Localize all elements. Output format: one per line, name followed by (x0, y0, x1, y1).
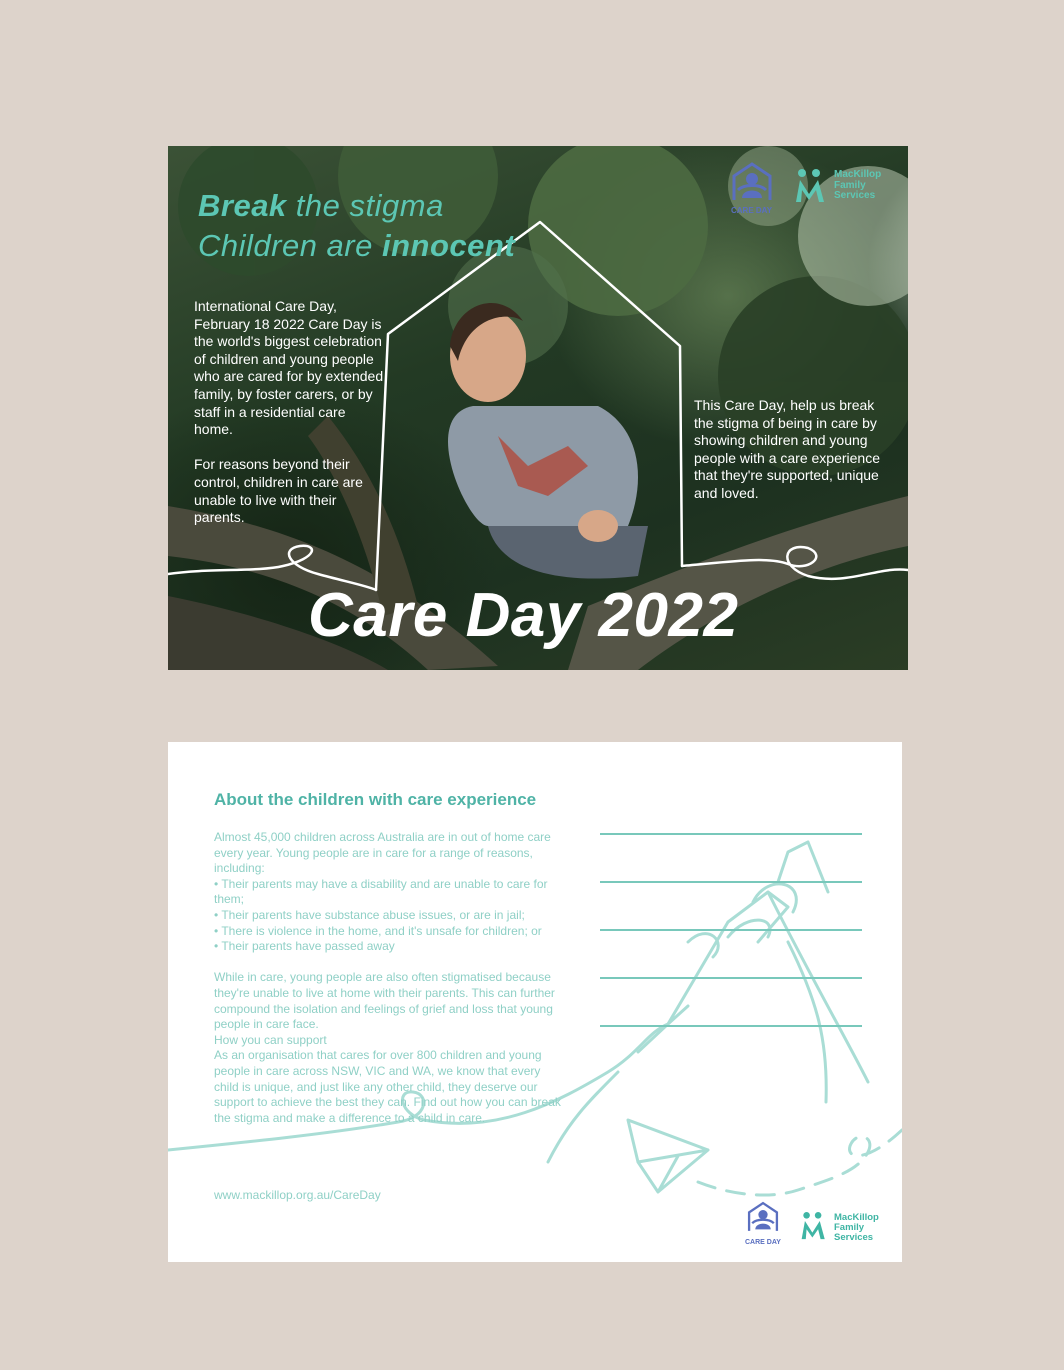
mackillop-logo-icon-back (800, 1210, 828, 1242)
mackillop-logo-text-back (834, 1213, 879, 1243)
mk-line-2: Family (834, 179, 866, 191)
care-day-logo-icon (730, 160, 774, 204)
care-day-logo-label-back: CARE DAY (745, 1239, 781, 1246)
care-day-logo-icon-back (746, 1200, 780, 1234)
postcard-back (168, 742, 902, 1262)
address-line-2 (600, 881, 862, 883)
back-how-heading: How you can support (214, 1032, 327, 1047)
address-line-5 (600, 1025, 862, 1027)
front-left-text (194, 298, 384, 544)
back-para-3: As an organisation that cares for over 800 children and young people in care across NSW, VIC and WA, we know that every child is unique, and just like any other child, they deserve our support to achieve the best they can. Find out how you can break the stigma and make a difference to a child in care. (214, 1048, 561, 1125)
mk-line-1: MacKillop (834, 169, 882, 180)
back-bullet-1: • Their parents may have a disability and are unable to care for them; (214, 876, 548, 907)
front-headline (198, 186, 515, 266)
care-day-logo-label: CARE DAY (731, 206, 773, 215)
front-left-para-1: International Care Day, February 18 2022 Care Day is the world's biggest celebration of children and young people who are cared for by extended family, by foster carers, or by staff in a residential care home. (194, 298, 384, 438)
mk-line-3: Services (834, 190, 876, 201)
back-title: About the children with care experience (214, 790, 537, 809)
back-body-text (214, 830, 564, 1126)
paper-plane (628, 1120, 708, 1192)
hand-crayon (548, 842, 868, 1162)
back-bullet-4: • Their parents have passed away (214, 939, 395, 954)
back-bullet-2: • Their parents have substance abuse issues, or are in jail; (214, 907, 525, 922)
mk-back-line-3: Services (834, 1231, 874, 1243)
back-para-2: While in care, young people are also often stigmatised because they're unable to live at home with their parents. This can further compound the isolation and feelings of grief and loss that young people in care face. (214, 970, 555, 1032)
mk-back-line-1: MacKillop (834, 1212, 879, 1223)
headline-the-stigma: the stigma (286, 188, 444, 223)
headline-line-2 (198, 226, 515, 266)
headline-innocent: innocent (381, 228, 516, 263)
mackillop-logo-text (834, 170, 881, 202)
mk-back-line-2: Family (834, 1221, 865, 1233)
address-line-4 (600, 977, 862, 979)
postcard-front (168, 146, 908, 670)
headline-line-1 (198, 186, 515, 226)
back-bullet-3: • There is violence in the home, and it's unsafe for children; or (214, 923, 542, 938)
front-right-text (694, 397, 884, 520)
front-right-para: This Care Day, help us break the stigma of being in care by showing children and young people with a care experience that they're supported, unique and loved. (694, 397, 881, 501)
plane-trail (698, 1130, 902, 1195)
front-left-para-2: For reasons beyond their control, children in care are unable to live with their parents. (194, 456, 363, 526)
headline-break: Break (198, 188, 287, 223)
mackillop-logo-icon (794, 168, 828, 204)
care-day-2022-title: Care Day 2022 (308, 581, 739, 650)
headline-children-are: Children are (198, 228, 382, 263)
back-url: www.mackillop.org.au/CareDay (214, 1188, 381, 1202)
address-line-3 (600, 929, 862, 931)
back-intro: Almost 45,000 children across Australia are in out of home care every year. Young people are in care for a range of reasons, including: (214, 830, 551, 876)
paragraph-gap (214, 955, 564, 971)
address-line-1 (600, 833, 862, 835)
